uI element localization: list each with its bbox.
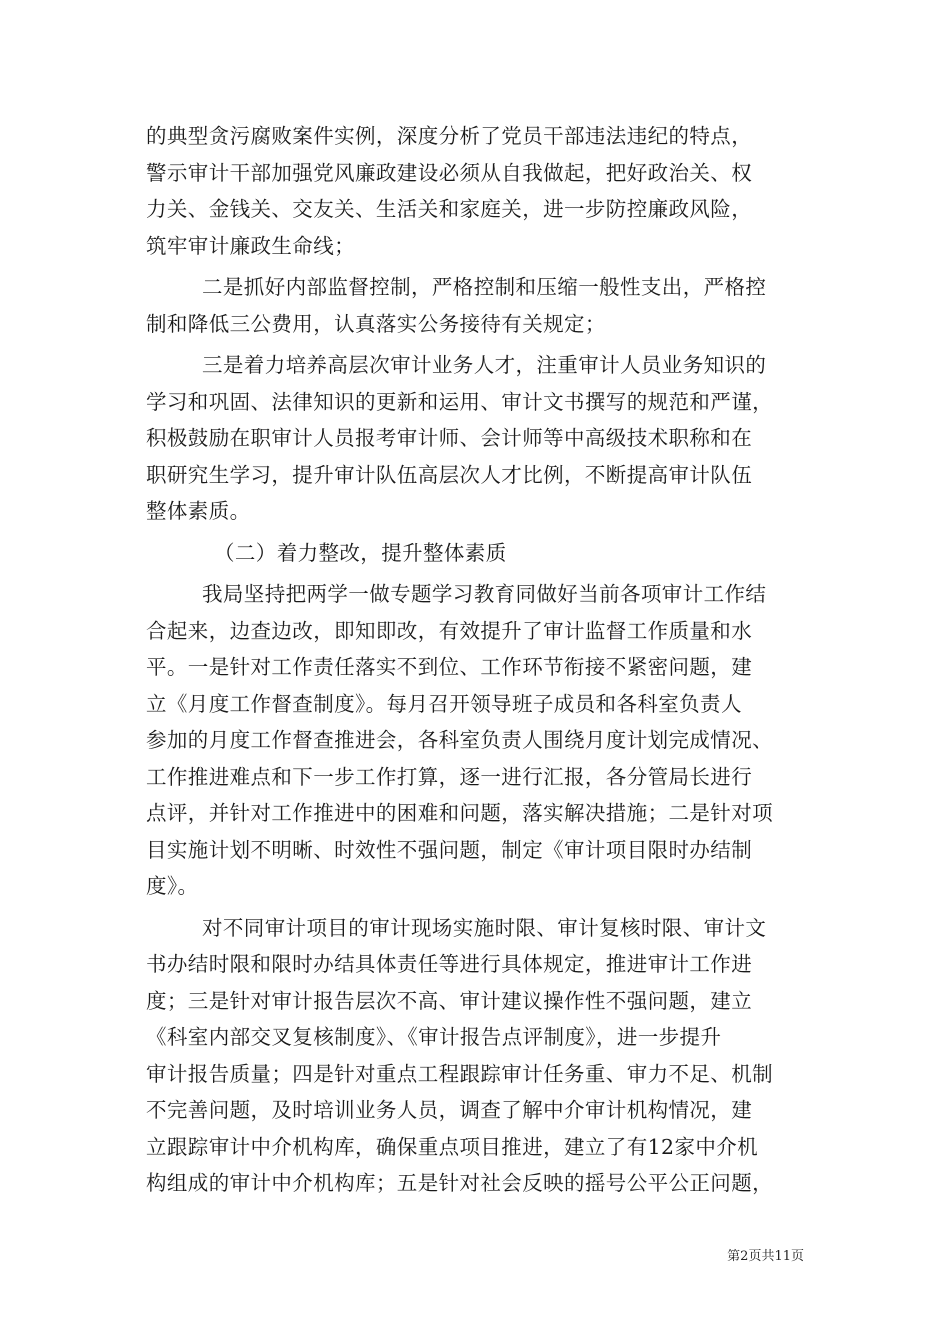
paragraph-rectification [146, 576, 818, 905]
text-line: 合起来，边查边改，即知即改，有效提升了审计监督工作质量和水 [146, 618, 753, 643]
text-line: 度》。 [146, 874, 199, 898]
text-line: 平。一是针对工作责任落实不到位、工作环节衔接不紧密问题，建 [146, 655, 753, 679]
text-line: 我局坚持把两学一做专题学习教育同做好当前各项审计工作结 [202, 582, 767, 606]
text-line: 不完善问题，及时培训业务人员，调查了解中介审计机构情况，建 [146, 1098, 753, 1122]
section-heading-text: （二）着力整改，提升整体素质 [214, 540, 507, 565]
text-line: 三是着力培养高层次审计业务人才，注重审计人员业务知识的 [202, 353, 767, 377]
paragraph-anticorruption-cases [146, 118, 818, 264]
text-line: 学习和巩固、法律知识的更新和运用、审计文书撰写的规范和严谨， [146, 389, 773, 414]
text-line: 构组成的审计中介机构库；五是针对社会反映的摇号公平公正问题， [146, 1171, 773, 1195]
text-line: 《科室内部交叉复核制度》、《审计报告点评制度》，进一步提升 [146, 1025, 722, 1049]
paragraph-talent-cultivation [146, 347, 818, 530]
text-line: 工作推进难点和下一步工作打算，逐一进行汇报，各分管局长进行 [146, 764, 753, 789]
paragraph-audit-deadlines [146, 910, 818, 1202]
text-line: 二是抓好内部监督控制，严格控制和压缩一般性支出，严格控 [202, 275, 767, 299]
text-line: 筑牢审计廉政生命线； [146, 233, 355, 258]
page-number: 第2页共11页 [727, 1249, 804, 1264]
text-line: 职研究生学习，提升审计队伍高层次人才比例，不断提高审计队伍 [146, 462, 753, 487]
section-heading [146, 535, 818, 572]
text-line: 对不同审计项目的审计现场实施时限、审计复核时限、审计文 [202, 915, 767, 940]
text-line: 制和降低三公费用，认真落实公务接待有关规定； [146, 311, 606, 336]
text-line: 立跟踪审计中介机构库，确保重点项目推进，建立了有12家中介机 [146, 1134, 759, 1159]
text-line: 点评，并针对工作推进中的困难和问题，落实解决措施；二是针对项 [146, 801, 773, 825]
text-line: 立《月度工作督查制度》。每月召开领导班子成员和各科室负责人 [146, 691, 742, 716]
text-line: 度；三是针对审计报告层次不高、审计建议操作性不强问题，建立 [146, 988, 753, 1013]
text-line: 积极鼓励在职审计人员报考审计师、会计师等中高级技术职称和在 [146, 426, 753, 450]
text-line: 审计报告质量；四是针对重点工程跟踪审计任务重、审力不足、机制 [146, 1061, 773, 1086]
text-line: 参加的月度工作督查推进会，各科室负责人围绕月度计划完成情况、 [146, 728, 773, 752]
text-line: 整体素质。 [146, 499, 251, 523]
text-line: 力关、金钱关、交友关、生活关和家庭关，进一步防控廉政风险， [146, 197, 753, 221]
text-line: 的典型贪污腐败案件实例，深度分析了党员干部违法违纪的特点， [146, 124, 753, 148]
document-body [146, 118, 818, 1207]
text-line: 目实施计划不明晰、时效性不强问题，制定《审计项目限时办结制 [146, 837, 753, 862]
text-line: 警示审计干部加强党风廉政建设必须从自我做起，把好政治关、权 [146, 160, 753, 185]
text-line: 书办结时限和限时办结具体责任等进行具体规定，推进审计工作进 [146, 952, 753, 976]
paragraph-internal-supervision [146, 269, 818, 342]
